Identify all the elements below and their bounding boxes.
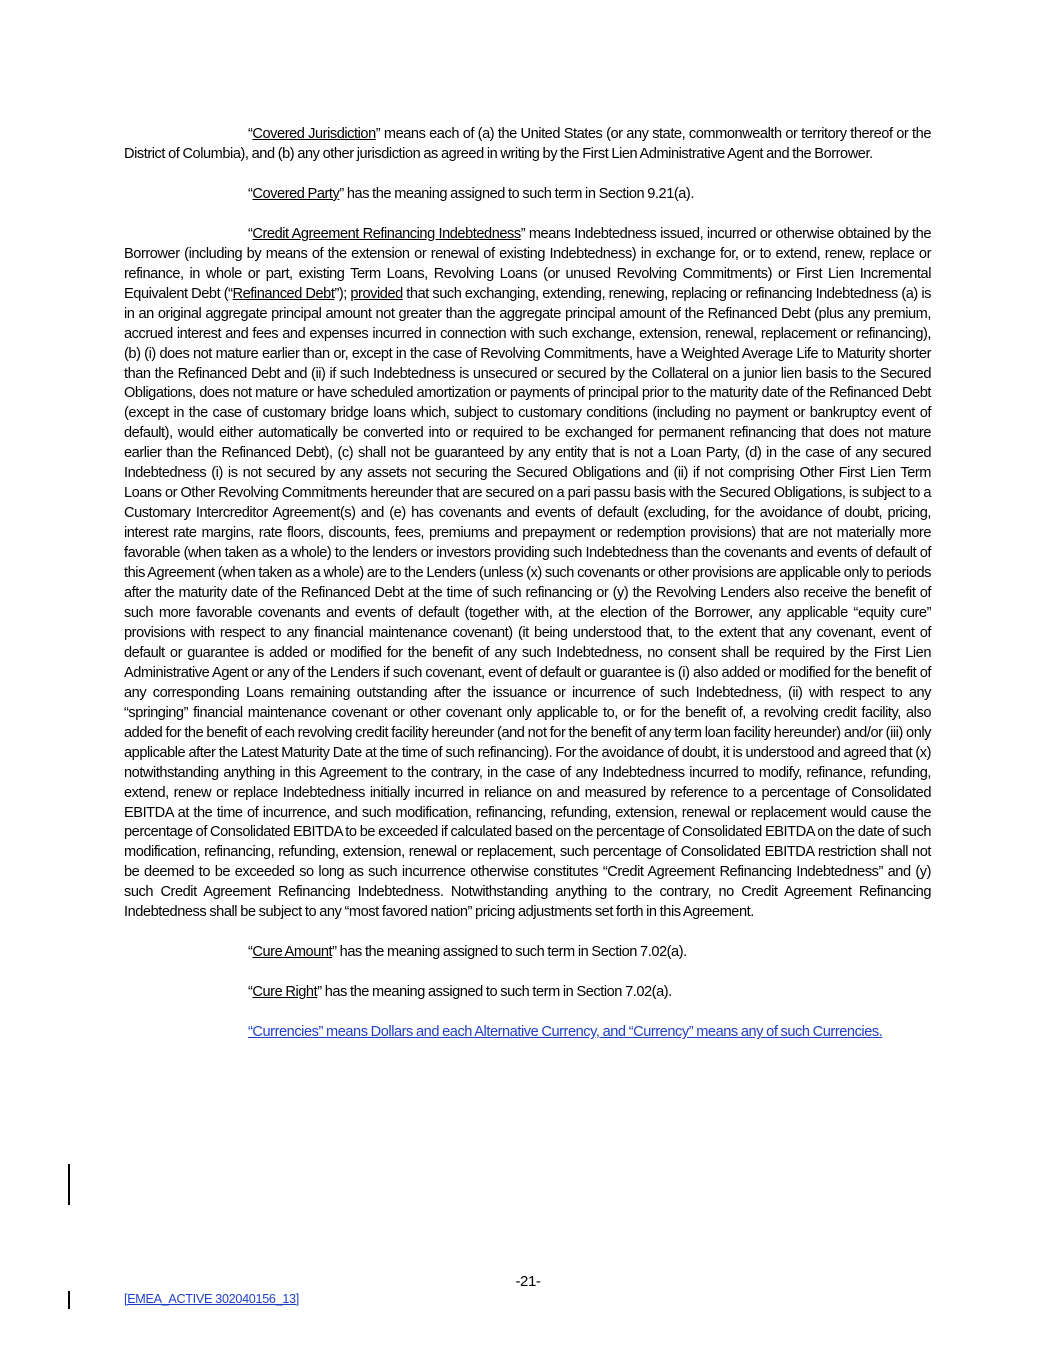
change-bar	[68, 1164, 70, 1205]
definition-text-part-3: that such exchanging, extending, renewing, replacing or refinancing Indebtedness (a) is in an original aggregate principal amount not greater than the aggregate principal amount of the Refinanced Debt (plus any premium, accrued interest and fees and expenses incurred in connection with such exchange, extension, renewal, replacement or refinancing), (b) (i) does not mature earlier than or, except in the case of Revolving Commitments, have a Weighted Average Life to Maturity shorter than the Refinanced Debt and (ii) if such Indebtedness is unsecured or secured by the Collateral on a junior lien basis to the Secured Obligations, does not mature or have scheduled amortization or payments of principal prior to the maturity date of the Refinanced Debt (except in the case of customary bridge loans which, subject to customary conditions (including no payment or bankruptcy event of default), would either automatically be converted into or required to be exchanged for permanent refinancing that does not mature earlier than the Refinanced Debt), (c) shall not be guaranteed by any entity that is not a Loan Party, (d) in the case of any secured Indebtedness (i) is not secured by any assets not securing the Secured Obligations and (ii) if not comprising Other First Lien Term Loans or Other Revolving Commitments hereunder that are secured on a pari passu basis with the Secured Obligations, is subject to a Customary Intercreditor Agreement(s) and (e) has covenants and events of default (excluding, for the avoidance of doubt, pricing, interest rate margins, rate floors, discounts, fees, premiums and prepayment or redemption provisions) that are not materially more favorable (when taken as a whole) to the lenders or investors providing such Indebtedness than the covenants and events of default of this Agreement (when taken as a whole) are to the Lenders (unless (x) such covenants or other provisions are applicable only to periods after the maturity date of the Refinanced Debt at the time of such refinancing or (y) the Revolving Lenders also receive the benefit of such more favorable covenants and events of default (together with, at the election of the Borrower, any applicable “equity cure” provisions with respect to any financial maintenance covenant) (it being understood that, to the extent that any covenant, event of default or guarantee is added or modified for the benefit of any such Indebtedness, no consent shall be required by the First Lien Administrative Agent or any of the Lenders if such covenant, event of default or guarantee is (i) also added or modified for the benefit of any corresponding Loans remaining outstanding after the issuance or incurrence of such Indebtedness, (ii) with respect to any “springing” financial maintenance covenant or other covenant only applicable to, or for the benefit of, a revolving credit facility, also added for the benefit of each revolving credit facility hereunder (and not for the benefit of any term loan facility hereunder) and/or (iii) only applicable after the Latest Maturity Date at the time of such refinancing). For the avoidance of doubt, it is understood and agreed that (x) notwithstanding anything in this Agreement to the contrary, in the case of any Indebtedness incurred to modify, refinance, refunding, extend, renew or replace Indebtedness initially incurred in reliance on and measured by reference to a percentage of Consolidated EBITDA at the time of incurrence, and such modification, refinancing, refunding, extension, renewal or replacement would cause the percentage of Consolidated EBITDA to be exceeded if calculated based on the percentage of Consolidated EBITDA on the date of such modification, refinancing, refunding, extension, renewal or replacement, such percentage of Consolidated EBITDA restriction shall not be deemed to be exceeded so long as such incurrence otherwise constitutes “Credit Agreement Refinancing Indebtedness” and (y) such Credit Agreement Refinancing Indebtedness. Notwithstanding anything to the contrary, no Credit Agreement Refinancing Indebtedness shall be subject to any “most favored nation” pricing adjustments set forth in this Agreement.	[124, 285, 931, 921]
defined-term-refinanced-debt: Refinanced Debt	[232, 285, 335, 302]
defined-term: Credit Agreement Refinancing Indebtedness	[252, 225, 521, 242]
defined-term: Cure Right	[252, 984, 318, 1001]
definition-text: ” has the meaning assigned to such term in Section 7.02(a).	[332, 944, 687, 961]
definition-cure-right	[124, 983, 931, 1003]
definition-text-part-2: ”);	[334, 285, 351, 302]
open-quote: “	[248, 984, 253, 1001]
document-page	[124, 125, 931, 1063]
document-reference: [EMEA_ACTIVE 302040156_13]	[124, 1292, 299, 1306]
definition-cure-amount	[124, 943, 931, 963]
inserted-text: “Currencies” means Dollars and each Alternative Currency, and “Currency” means any of such Currencies.	[248, 1024, 883, 1041]
definition-currencies-inserted	[124, 1023, 931, 1043]
definition-text: ” has the meaning assigned to such term in Section 7.02(a).	[317, 984, 672, 1001]
definition-text: ” means each of (a) the United States (or any state, commonwealth or territory thereof or the District of Columbia), and (b) any other jurisdiction as agreed in writing by the First Lien Administrative Agent and the Borrower.	[124, 126, 931, 162]
open-quote: “	[248, 944, 253, 961]
definition-covered-jurisdiction	[124, 125, 931, 165]
definition-text-part-1: ” means Indebtedness issued, incurred or otherwise obtained by the Borrower (including by means of the extension or renewal of existing Indebtedness) in exchange for, or to extend, renew, replace or refinance, in whole or part, existing Term Loans, Revolving Loans (or unused Revolving Commitments) or First Lien Incremental Equivalent Debt (“	[124, 225, 931, 302]
provided-term: provided	[350, 285, 403, 302]
open-quote: “	[248, 126, 253, 142]
defined-term: Covered Party	[252, 185, 340, 202]
footer-change-bar	[68, 1291, 70, 1309]
definition-covered-party	[124, 185, 931, 205]
definition-text: ” has the meaning assigned to such term in Section 9.21(a).	[339, 185, 694, 202]
definition-credit-agreement-refinancing-indebtedness	[124, 225, 931, 923]
open-quote: “	[248, 185, 253, 202]
open-quote: “	[248, 225, 253, 242]
page-number: -21-	[515, 1273, 541, 1290]
defined-term: Covered Jurisdiction	[252, 126, 376, 142]
defined-term: Cure Amount	[252, 944, 333, 961]
